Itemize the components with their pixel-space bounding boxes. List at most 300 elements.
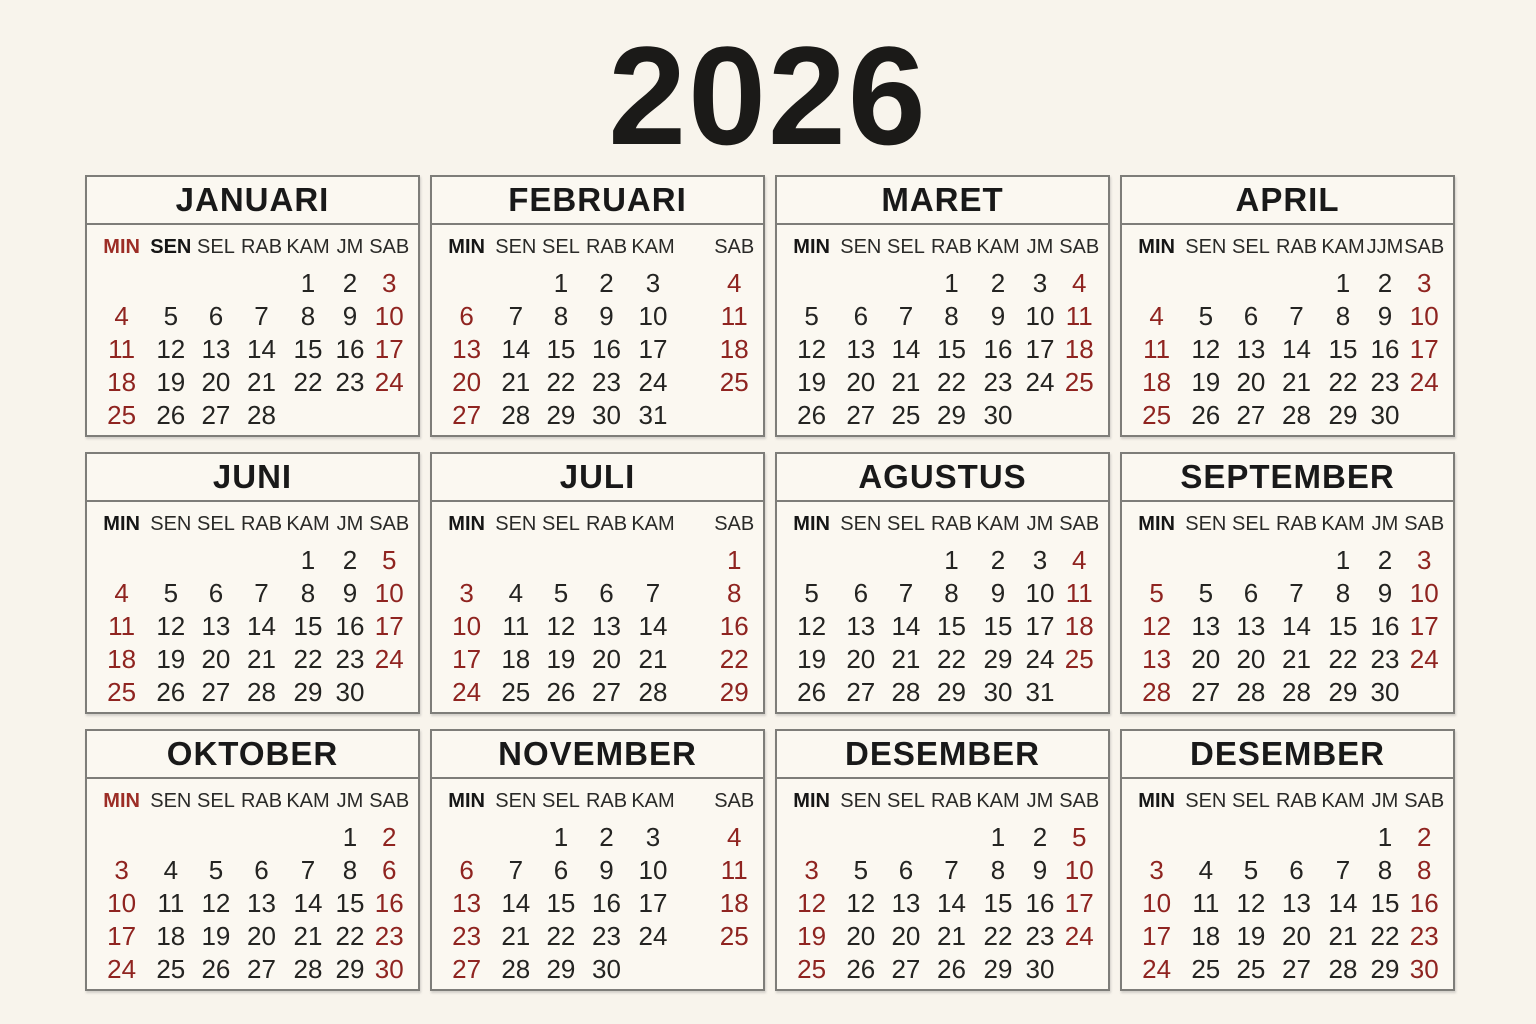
day-header-jm: JM <box>336 235 364 258</box>
month-title-band <box>432 454 763 502</box>
day-cell-empty <box>676 399 713 432</box>
day-header-min: MIN <box>448 235 485 258</box>
day-cell-11: 11 <box>1065 578 1093 608</box>
day-cell-empty <box>193 821 238 854</box>
day-cell-12: 12 <box>797 334 827 364</box>
day-header-sab: SAB <box>714 789 755 812</box>
day-cell-27: 27 <box>201 400 231 430</box>
day-cell-9: 9 <box>342 578 358 608</box>
day-cell-11: 11 <box>108 611 136 641</box>
day-header-rab: RAB <box>585 235 628 258</box>
day-cell-8: 8 <box>342 855 358 885</box>
day-cell-29: 29 <box>546 400 576 430</box>
day-cell-21: 21 <box>891 367 921 397</box>
day-cell-2: 2 <box>1377 268 1393 298</box>
day-cell-empty <box>493 267 538 300</box>
day-cell-12: 12 <box>156 611 186 641</box>
month-card-juli-6 <box>430 452 765 714</box>
month-name: JANUARI <box>175 181 330 218</box>
day-cell-10: 10 <box>638 301 668 331</box>
day-cell-10: 10 <box>107 888 137 918</box>
day-cell-16: 16 <box>335 334 365 364</box>
day-cell-empty <box>630 544 677 577</box>
month-card-juni-5 <box>85 452 420 714</box>
day-cell-14: 14 <box>1282 334 1311 364</box>
day-cell-20: 20 <box>201 367 231 397</box>
day-header-sel: SEL <box>542 789 580 812</box>
day-cell-28: 28 <box>1282 400 1311 430</box>
day-cell-6: 6 <box>853 578 869 608</box>
day-cell-8: 8 <box>944 301 959 331</box>
day-header-empty <box>676 227 713 267</box>
day-cell-10: 10 <box>1025 301 1055 331</box>
day-cell-15: 15 <box>983 888 1013 918</box>
day-header-kam: KAM <box>631 235 675 258</box>
month-title-band <box>777 454 1108 502</box>
day-header-sel: SEL <box>1232 235 1270 258</box>
day-cell-15: 15 <box>1370 888 1400 918</box>
day-cell-empty <box>676 267 713 300</box>
day-header-sel: SEL <box>197 512 235 535</box>
day-cell-30: 30 <box>983 400 1013 430</box>
day-cell-empty <box>148 821 193 854</box>
day-cell-9: 9 <box>1377 578 1393 608</box>
day-cell-16: 16 <box>983 334 1013 364</box>
day-cell-25: 25 <box>719 921 749 951</box>
day-cell-25: 25 <box>1064 367 1094 397</box>
day-cell-5: 5 <box>208 855 224 885</box>
day-cell-1: 1 <box>300 545 316 575</box>
day-cell-28: 28 <box>293 954 323 984</box>
month-day-grid <box>777 502 1108 709</box>
month-card-maret-3 <box>775 175 1110 437</box>
day-cell-4: 4 <box>727 268 742 298</box>
day-cell-5: 5 <box>804 301 819 331</box>
day-cell-5: 5 <box>1198 578 1214 608</box>
month-name: SEPTEMBER <box>1180 458 1395 495</box>
day-cell-8: 8 <box>1335 578 1351 608</box>
day-cell-14: 14 <box>501 888 531 918</box>
day-cell-16: 16 <box>1409 888 1439 918</box>
day-cell-26: 26 <box>201 954 231 984</box>
day-header-sen: SEN <box>1185 235 1227 258</box>
day-cell-15: 15 <box>937 334 966 364</box>
day-cell-16: 16 <box>1370 334 1400 364</box>
day-cell-empty <box>239 544 285 577</box>
day-cell-16: 16 <box>335 611 365 641</box>
day-cell-4: 4 <box>114 578 129 608</box>
day-cell-5: 5 <box>163 578 179 608</box>
day-cell-16: 16 <box>719 611 749 641</box>
day-cell-3: 3 <box>1417 545 1432 575</box>
day-cell-empty <box>883 821 928 854</box>
day-cell-6: 6 <box>208 301 224 331</box>
day-header-sab: SAB <box>714 235 755 258</box>
day-cell-26: 26 <box>937 954 966 984</box>
day-cell-empty <box>883 267 928 300</box>
day-header-sab: SAB <box>1059 789 1100 812</box>
day-cell-5: 5 <box>1198 301 1214 331</box>
day-cell-26: 26 <box>797 677 827 707</box>
day-cell-empty <box>676 643 713 676</box>
day-cell-17: 17 <box>638 888 668 918</box>
day-header-rab: RAB <box>240 789 283 812</box>
day-cell-9: 9 <box>599 855 614 885</box>
day-cell-7: 7 <box>300 855 316 885</box>
day-header-jjm: JJM <box>1366 235 1404 258</box>
day-header-sab: SAB <box>1404 789 1445 812</box>
day-cell-23: 23 <box>592 367 621 397</box>
day-cell-15: 15 <box>293 611 323 641</box>
month-card-desember-12 <box>1120 729 1455 991</box>
day-cell-10: 10 <box>1025 578 1055 608</box>
month-day-grid <box>87 225 418 432</box>
day-cell-21: 21 <box>247 644 276 674</box>
day-cell-11: 11 <box>720 301 748 331</box>
day-cell-7: 7 <box>508 855 524 885</box>
day-cell-4: 4 <box>1072 268 1087 298</box>
day-cell-9: 9 <box>990 301 1006 331</box>
day-cell-28: 28 <box>1236 677 1266 707</box>
day-cell-3: 3 <box>1417 268 1432 298</box>
day-cell-5: 5 <box>1149 578 1164 608</box>
day-cell-empty <box>838 821 883 854</box>
day-cell-empty <box>193 544 238 577</box>
day-header-empty <box>676 504 713 544</box>
day-cell-16: 16 <box>1025 888 1055 918</box>
day-cell-empty <box>785 544 838 577</box>
day-header-rab: RAB <box>585 512 628 535</box>
day-cell-18: 18 <box>719 334 749 364</box>
day-cell-24: 24 <box>1025 644 1055 674</box>
day-cell-26: 26 <box>546 677 576 707</box>
day-cell-1: 1 <box>1335 268 1351 298</box>
day-cell-12: 12 <box>156 334 186 364</box>
day-cell-7: 7 <box>1335 855 1351 885</box>
day-header-empty <box>676 781 713 821</box>
day-cell-20: 20 <box>452 367 482 397</box>
day-cell-6: 6 <box>553 855 569 885</box>
day-header-jm: JM <box>1026 789 1054 812</box>
day-cell-22: 22 <box>546 367 576 397</box>
day-cell-13: 13 <box>201 334 231 364</box>
day-header-rab: RAB <box>1275 512 1318 535</box>
day-cell-empty <box>493 821 538 854</box>
day-cell-16: 16 <box>374 888 404 918</box>
day-cell-8: 8 <box>727 578 742 608</box>
day-cell-15: 15 <box>293 334 323 364</box>
day-cell-empty <box>1058 399 1100 432</box>
day-cell-17: 17 <box>1409 611 1439 641</box>
day-cell-empty <box>493 544 538 577</box>
day-cell-6: 6 <box>1243 578 1259 608</box>
day-header-kam: KAM <box>286 789 330 812</box>
day-cell-23: 23 <box>335 367 365 397</box>
day-cell-empty <box>1403 676 1445 709</box>
day-header-sen: SEN <box>840 512 882 535</box>
day-cell-13: 13 <box>452 888 482 918</box>
day-cell-2: 2 <box>599 268 614 298</box>
day-cell-30: 30 <box>335 677 365 707</box>
month-name: DESEMBER <box>1189 735 1386 772</box>
day-cell-14: 14 <box>1328 888 1358 918</box>
day-cell-24: 24 <box>1064 921 1094 951</box>
day-cell-3: 3 <box>1149 855 1164 885</box>
day-cell-empty <box>239 267 285 300</box>
day-cell-19: 19 <box>797 367 827 397</box>
day-cell-13: 13 <box>846 334 876 364</box>
day-cell-empty <box>676 887 713 920</box>
month-name: DESEMBER <box>844 735 1041 772</box>
day-cell-24: 24 <box>374 644 404 674</box>
day-cell-20: 20 <box>891 921 921 951</box>
day-cell-3: 3 <box>645 822 661 852</box>
day-cell-18: 18 <box>1064 334 1094 364</box>
day-cell-22: 22 <box>937 367 966 397</box>
day-cell-2: 2 <box>990 545 1006 575</box>
day-header-min: MIN <box>793 235 830 258</box>
day-cell-3: 3 <box>459 578 474 608</box>
day-cell-24: 24 <box>1409 367 1439 397</box>
month-day-grid <box>1122 502 1453 709</box>
day-cell-empty <box>1130 821 1183 854</box>
day-header-sab: SAB <box>369 235 410 258</box>
month-day-grid <box>432 225 763 432</box>
day-header-min: MIN <box>1138 235 1175 258</box>
day-cell-20: 20 <box>1191 644 1221 674</box>
day-cell-30: 30 <box>1025 954 1055 984</box>
day-cell-empty <box>883 544 928 577</box>
month-day-grid <box>777 779 1108 986</box>
day-cell-17: 17 <box>374 611 404 641</box>
day-cell-2: 2 <box>1417 822 1432 852</box>
day-cell-5: 5 <box>163 301 179 331</box>
day-cell-22: 22 <box>1328 644 1358 674</box>
day-header-sen: SEN <box>495 512 537 535</box>
day-cell-empty <box>368 676 410 709</box>
day-cell-4: 4 <box>1198 855 1214 885</box>
day-cell-15: 15 <box>983 611 1013 641</box>
day-cell-19: 19 <box>797 921 827 951</box>
day-cell-20: 20 <box>846 367 876 397</box>
day-header-rab: RAB <box>585 789 628 812</box>
day-cell-10: 10 <box>1064 855 1094 885</box>
day-cell-24: 24 <box>1409 644 1439 674</box>
day-cell-21: 21 <box>501 367 531 397</box>
day-cell-22: 22 <box>983 921 1013 951</box>
month-title-band <box>1122 454 1453 502</box>
day-cell-12: 12 <box>1142 611 1172 641</box>
month-name: FEBRUARI <box>508 181 687 218</box>
month-day-grid <box>87 779 418 986</box>
day-header-rab: RAB <box>1275 235 1318 258</box>
day-cell-1: 1 <box>727 545 742 575</box>
day-cell-12: 12 <box>546 611 576 641</box>
month-day-grid <box>432 779 763 986</box>
day-header-rab: RAB <box>930 512 973 535</box>
day-cell-2: 2 <box>342 268 358 298</box>
day-cell-6: 6 <box>1289 855 1304 885</box>
day-cell-22: 22 <box>937 644 966 674</box>
day-cell-empty <box>1183 267 1228 300</box>
day-cell-empty <box>239 821 285 854</box>
day-cell-8: 8 <box>553 301 569 331</box>
day-cell-17: 17 <box>374 334 404 364</box>
day-cell-9: 9 <box>1377 301 1393 331</box>
day-cell-17: 17 <box>1025 334 1055 364</box>
day-cell-17: 17 <box>1142 921 1172 951</box>
day-cell-6: 6 <box>459 855 474 885</box>
day-cell-8: 8 <box>1417 855 1432 885</box>
day-header-kam: KAM <box>976 512 1020 535</box>
month-card-september-8 <box>1120 452 1455 714</box>
day-cell-6: 6 <box>254 855 269 885</box>
month-title-band <box>1122 731 1453 779</box>
day-cell-empty <box>584 544 630 577</box>
day-cell-14: 14 <box>638 611 668 641</box>
day-cell-11: 11 <box>108 334 136 364</box>
day-cell-empty <box>1130 267 1183 300</box>
month-title-band <box>777 177 1108 225</box>
day-cell-21: 21 <box>501 921 531 951</box>
day-cell-23: 23 <box>1025 921 1055 951</box>
day-cell-11: 11 <box>157 888 185 918</box>
day-cell-empty <box>1274 267 1320 300</box>
day-header-min: MIN <box>1138 789 1175 812</box>
day-header-sen: SEN <box>1185 789 1227 812</box>
day-cell-13: 13 <box>1236 334 1266 364</box>
day-cell-17: 17 <box>452 644 482 674</box>
day-cell-11: 11 <box>502 611 530 641</box>
day-cell-15: 15 <box>1328 334 1358 364</box>
day-cell-23: 23 <box>452 921 482 951</box>
day-cell-1: 1 <box>1377 822 1393 852</box>
day-cell-17: 17 <box>1409 334 1439 364</box>
day-cell-27: 27 <box>1236 400 1266 430</box>
day-cell-21: 21 <box>937 921 966 951</box>
day-header-min: MIN <box>793 512 830 535</box>
day-cell-empty <box>785 267 838 300</box>
day-cell-11: 11 <box>1065 301 1093 331</box>
day-cell-30: 30 <box>1370 677 1400 707</box>
day-cell-18: 18 <box>501 644 531 674</box>
day-cell-27: 27 <box>891 954 921 984</box>
day-cell-5: 5 <box>804 578 819 608</box>
day-cell-23: 23 <box>592 921 621 951</box>
day-cell-empty <box>676 333 713 366</box>
month-name: JUNI <box>212 458 293 495</box>
day-cell-13: 13 <box>1191 611 1221 641</box>
day-header-sel: SEL <box>542 512 580 535</box>
day-cell-empty <box>1183 544 1228 577</box>
day-cell-1: 1 <box>1335 545 1351 575</box>
day-cell-2: 2 <box>382 822 397 852</box>
day-cell-20: 20 <box>201 644 231 674</box>
day-cell-20: 20 <box>1236 367 1266 397</box>
day-cell-28: 28 <box>501 400 531 430</box>
day-header-sel: SEL <box>1232 512 1270 535</box>
day-cell-4: 4 <box>508 578 524 608</box>
day-cell-14: 14 <box>1282 611 1311 641</box>
day-cell-24: 24 <box>638 367 668 397</box>
day-cell-empty <box>676 920 713 953</box>
day-cell-30: 30 <box>1409 954 1439 984</box>
day-cell-26: 26 <box>846 954 876 984</box>
day-header-jm: JM <box>1371 512 1399 535</box>
day-cell-2: 2 <box>1032 822 1048 852</box>
day-cell-5: 5 <box>1243 855 1259 885</box>
day-cell-25: 25 <box>156 954 186 984</box>
day-cell-18: 18 <box>719 888 749 918</box>
day-cell-13: 13 <box>201 611 231 641</box>
day-cell-empty <box>285 821 332 854</box>
day-cell-10: 10 <box>374 301 404 331</box>
day-cell-10: 10 <box>638 855 668 885</box>
day-cell-19: 19 <box>1236 921 1266 951</box>
day-cell-8: 8 <box>990 855 1006 885</box>
day-cell-28: 28 <box>501 954 531 984</box>
day-cell-6: 6 <box>898 855 914 885</box>
day-cell-18: 18 <box>107 367 137 397</box>
day-cell-26: 26 <box>1191 400 1221 430</box>
day-cell-empty <box>929 821 975 854</box>
day-header-min: MIN <box>103 512 140 535</box>
day-cell-25: 25 <box>501 677 531 707</box>
month-day-grid <box>87 502 418 709</box>
day-cell-4: 4 <box>114 301 129 331</box>
day-cell-empty <box>440 544 493 577</box>
day-cell-empty <box>440 267 493 300</box>
day-header-min: MIN <box>448 512 485 535</box>
day-cell-18: 18 <box>156 921 186 951</box>
day-header-sel: SEL <box>542 235 580 258</box>
month-name: NOVEMBER <box>498 735 697 772</box>
day-cell-10: 10 <box>1409 578 1439 608</box>
day-cell-7: 7 <box>1289 301 1304 331</box>
day-cell-28: 28 <box>891 677 921 707</box>
day-cell-20: 20 <box>846 921 876 951</box>
day-cell-23: 23 <box>335 644 365 674</box>
day-cell-1: 1 <box>944 268 959 298</box>
day-cell-21: 21 <box>1282 367 1311 397</box>
day-cell-27: 27 <box>201 677 231 707</box>
day-cell-7: 7 <box>898 578 914 608</box>
day-cell-5: 5 <box>553 578 569 608</box>
day-cell-15: 15 <box>546 334 576 364</box>
day-header-sel: SEL <box>887 512 925 535</box>
day-cell-4: 4 <box>727 822 742 852</box>
day-cell-empty <box>331 399 368 432</box>
month-title-band <box>432 177 763 225</box>
day-cell-empty <box>1058 676 1100 709</box>
day-cell-empty <box>1130 544 1183 577</box>
day-cell-20: 20 <box>247 921 276 951</box>
day-cell-empty <box>1058 953 1100 986</box>
day-cell-29: 29 <box>937 400 966 430</box>
month-title-band <box>87 177 418 225</box>
day-cell-15: 15 <box>546 888 576 918</box>
day-cell-22: 22 <box>1328 367 1358 397</box>
day-cell-18: 18 <box>1191 921 1221 951</box>
day-cell-6: 6 <box>208 578 224 608</box>
day-cell-3: 3 <box>114 855 129 885</box>
day-cell-27: 27 <box>452 954 482 984</box>
day-cell-27: 27 <box>846 677 876 707</box>
month-card-desember-11 <box>775 729 1110 991</box>
day-cell-19: 19 <box>1191 367 1221 397</box>
day-cell-3: 3 <box>1032 268 1048 298</box>
month-card-november-10 <box>430 729 765 991</box>
